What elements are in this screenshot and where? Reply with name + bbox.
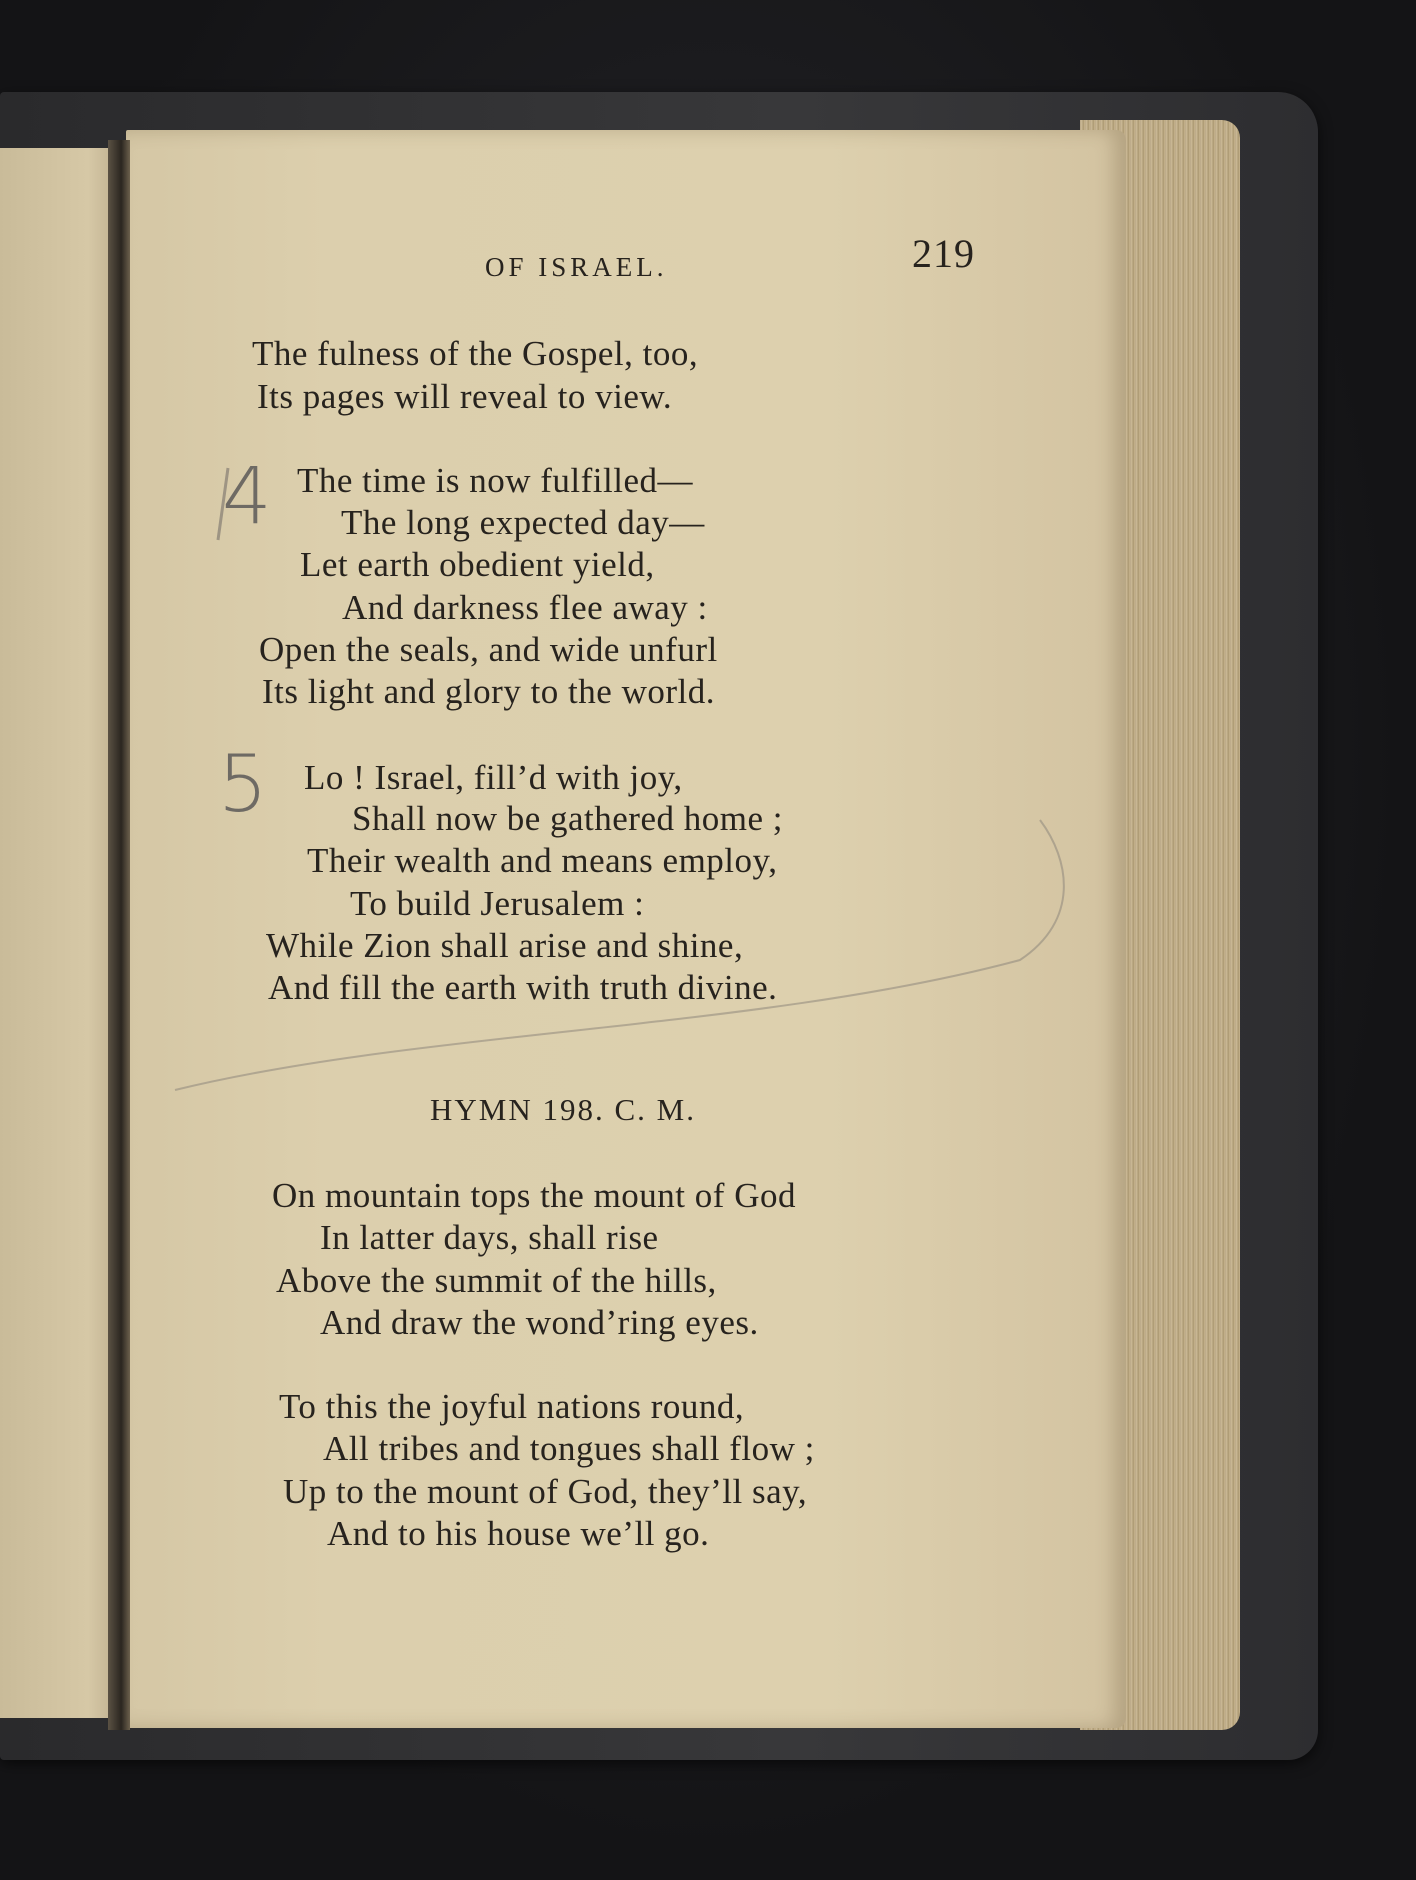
verse-line: Open the seals, and wide unfurl [259,630,718,669]
verse-line: Lo ! Israel, fill’d with joy, [304,758,683,797]
verse-line: Up to the mount of God, they’ll say, [283,1472,808,1511]
verse-line: Their wealth and means employ, [307,841,778,880]
running-head: OF ISRAEL. [485,252,668,282]
verse-line: The fulness of the Gospel, too, [252,334,699,373]
verse-line: And darkness flee away : [342,588,708,627]
hymn-heading: HYMN 198. C. M. [430,1092,696,1127]
handwritten-verse-number: 5 [218,740,268,830]
verse-line: And draw the wond’ring eyes. [320,1303,759,1342]
verse-line: The long expected day— [341,503,705,542]
verse-line: Above the summit of the hills, [276,1261,717,1300]
verse-line: Shall now be gathered home ; [352,799,783,838]
verse-line: All tribes and tongues shall flow ; [323,1429,815,1468]
verse-line: And to his house we’ll go. [327,1514,710,1553]
verse-line: In latter days, shall rise [320,1218,659,1257]
verse-line: Let earth obedient yield, [300,545,655,584]
verse-line: And fill the earth with truth divine. [268,968,778,1007]
verse-line: Its pages will reveal to view. [257,377,673,416]
handwritten-verse-number: 4 [222,452,272,542]
verse-line: While Zion shall arise and shine, [266,926,744,965]
verse-line: Its light and glory to the world. [262,672,715,711]
verse-line: The time is now fulfilled— [297,461,693,500]
page-number: 219 [912,231,975,276]
verse-line: To this the joyful nations round, [279,1387,745,1426]
verse-line: On mountain tops the mount of God [272,1176,796,1215]
verse-line: To build Jerusalem : [350,884,645,923]
